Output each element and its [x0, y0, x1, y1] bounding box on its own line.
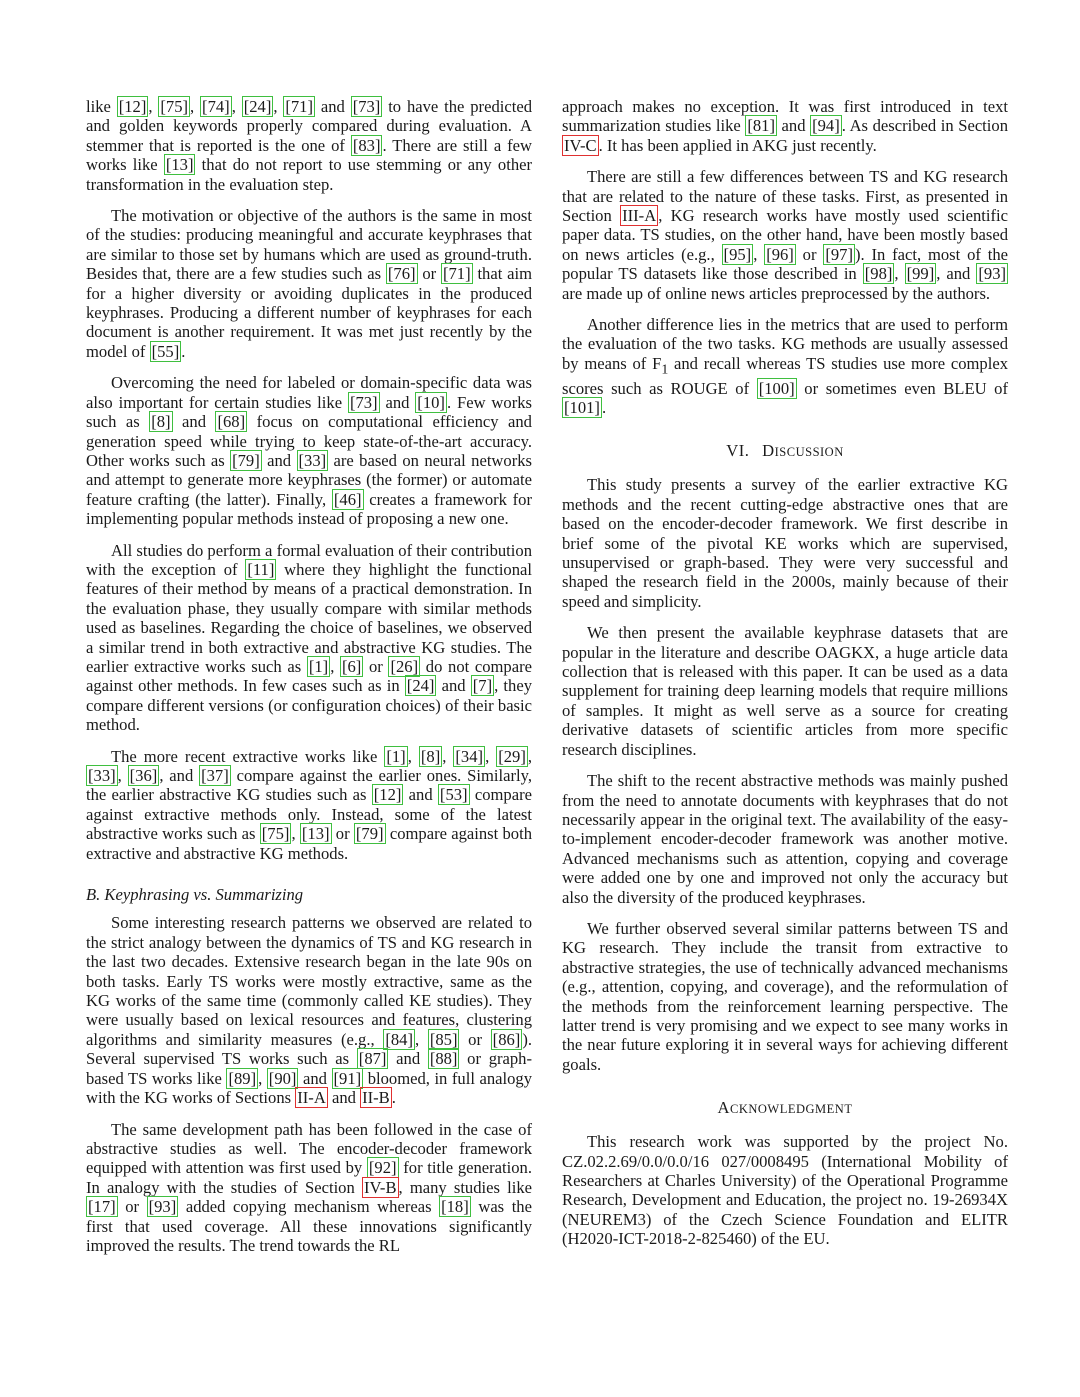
right-column [562, 97, 1008, 1261]
paragraph [562, 97, 1008, 155]
text: bloomed, in full analogy with the KG works of Sections [86, 1068, 533, 1108]
text: Another difference lies in the metrics that are used to perform the evaluation of the two tasks. KG methods are usually assessed by means of F [562, 315, 1008, 373]
text: , [190, 97, 201, 116]
text: , many studies like [398, 1177, 533, 1197]
text: , [258, 1068, 267, 1088]
text: , [485, 746, 497, 766]
paragraph [86, 206, 532, 361]
paragraph [86, 913, 532, 1107]
text: or [417, 264, 441, 284]
text: , [330, 656, 340, 676]
citation-link[interactable]: [13] [165, 155, 194, 175]
citation-link[interactable]: [94] [812, 116, 840, 136]
citation-link[interactable]: [71] [285, 97, 314, 116]
text: creates a framework for implementing popular methods instead of proposing a new one. [86, 489, 533, 529]
citation-link[interactable]: [33] [88, 766, 116, 785]
text: . [601, 398, 607, 417]
text: , [753, 244, 765, 264]
text: compare against extractive methods only. Instead, some of the latest abstractive works such as [86, 785, 532, 844]
citation-link[interactable]: [95] [723, 244, 752, 264]
citation-link[interactable]: [75] [261, 824, 290, 844]
text: , [291, 824, 300, 844]
citation-link[interactable]: [46] [333, 489, 362, 509]
citation-link[interactable]: [26] [390, 656, 419, 676]
text: , [442, 746, 454, 766]
text: or graph-based TS works like [86, 1049, 532, 1088]
text: and [776, 116, 811, 136]
citation-link[interactable]: [76] [387, 264, 416, 284]
left-column [86, 97, 532, 1267]
citation-link[interactable]: [79] [355, 824, 384, 844]
text: There are still a few differences between TS and KG research that are related to the nature of these tasks. First, as presented in Section [562, 167, 1008, 226]
citation-link[interactable]: [84] [385, 1029, 413, 1049]
citation-link[interactable]: [8] [151, 412, 171, 432]
subscript: 1 [661, 361, 669, 377]
citation-link[interactable]: [1] [386, 746, 406, 766]
text: Overcoming the need for labeled or domain-specific data was also important for certain studies like [86, 373, 532, 412]
text: , [231, 97, 242, 116]
citation-link[interactable]: [68] [217, 412, 246, 432]
text: approach makes no exception. It was first introduced in text summarization studies like [562, 97, 1008, 136]
citation-link[interactable]: [8] [420, 746, 441, 766]
text: are based on neural networks and attempt to generate more keyphrases (the former) or automate feature crafting (the latter). Finally, [86, 450, 532, 509]
paragraph [86, 541, 532, 735]
text: , they compare different versions (or configuration choices) of their basic method. [86, 676, 532, 735]
text: . There are still a few works like [86, 135, 532, 175]
text: that do not report to use stemming or any other transformation in the evaluation step. [86, 155, 533, 194]
text: and [327, 1088, 361, 1108]
section-title-initial: D [762, 441, 775, 461]
citation-link[interactable]: [24] [406, 676, 435, 696]
text: that aim for a higher diversity or avoiding duplicates in the produced keyphrases. Producing a different number of keyphrases for each document is another requirement. It was met just recently by the model of [86, 264, 533, 361]
section-title-rest: CKNOWLEDGMENT [730, 1102, 853, 1117]
section-link[interactable]: IV-C [564, 135, 597, 155]
citation-link[interactable]: [13] [301, 824, 330, 844]
text: Some interesting research patterns we observed are related to the strict analogy between the dynamics of TS and KG research in the last two decades. Extensive research began in the late 90s on both tasks. Early TS works were mostly extractive, same as the KG works of the same time (commonly called KE studies). They were usually based on lexical resources and features, clustering algorithms and similarity measures (e.g., [86, 913, 532, 1049]
text: and [436, 676, 471, 696]
citation-link[interactable]: [85] [429, 1029, 458, 1049]
citation-link[interactable]: [92] [368, 1158, 397, 1178]
text: , [148, 97, 159, 116]
text: The more recent extractive works like [111, 746, 385, 766]
text: or [459, 1029, 491, 1049]
section-heading-acknowledgment [562, 1098, 1008, 1119]
citation-link[interactable]: [89] [228, 1068, 257, 1088]
citation-link[interactable]: [87] [358, 1049, 387, 1069]
text: where they highlight the functional features of their method by means of a practical demonstration. In the evaluation phase, they usually compare with similar methods used as baselines. Regarding the choice of baselines, we observed a similar trend in both extractive and abstractive KG studies. The earlier extractive works such as [86, 559, 532, 676]
text: and recall whereas TS studies use more complex scores such as ROUGE of [562, 353, 1008, 398]
citation-link[interactable]: [96] [766, 244, 794, 264]
text: to have the predicted and golden keywords properly compared during evaluation. A stemmer that is reported is the one of [86, 97, 532, 155]
citation-link[interactable]: [74] [202, 97, 230, 116]
text: , [273, 97, 284, 116]
citation-link[interactable]: [98] [864, 264, 893, 284]
text: or [331, 824, 354, 844]
text: . As described in Section [841, 116, 1009, 136]
citation-link[interactable]: [97] [825, 244, 853, 264]
text: ). In fact, most of the popular TS datasets like those described in [562, 244, 1008, 284]
citation-link[interactable]: [36] [129, 766, 158, 785]
citation-link[interactable]: [90] [268, 1068, 297, 1088]
section-link[interactable]: III-A [622, 206, 657, 226]
citation-link[interactable]: [17] [88, 1197, 116, 1217]
text: and [388, 1049, 428, 1069]
paragraph: The shift to the recent abstractive methods was mainly pushed from the need to annotate documents with keyphrases that do not necessarily appear in the original text. The availability of the easy-to-implement encoder-decoder framework was another motive. Advanced mechanisms such as attention, copying and coverage were added one by one and improved not only the accuracy but also the diversity of the produced keyphrases. [562, 771, 1008, 907]
citation-link[interactable]: [33] [298, 450, 327, 470]
text: , [407, 746, 419, 766]
text: compare against both extractive and abstractive KG methods. [86, 824, 533, 863]
citation-link[interactable]: [34] [455, 746, 484, 766]
section-title-rest: ISCUSSION [774, 445, 844, 460]
text: and [379, 392, 416, 412]
text: The motivation or objective of the authors is the same in most of the studies: producing meaningful and accurate keyphrases that are similar to those set by humans which are used as ground-truth. Besides that, there are a few studies such as [86, 206, 532, 284]
section-link[interactable]: II-A [297, 1088, 326, 1108]
paragraph: We then present the available keyphrase datasets that are popular in the literature and describe OAGKX, a huge article data collection that is released with this paper. It can be used as a data supplement for training deep learning models that require millions of samples. It might as well serve as a source for creating derivative datasets of scientific articles from more specific research disciplines. [562, 623, 1008, 759]
citation-link[interactable]: [83] [352, 135, 381, 155]
citation-link[interactable]: [101] [564, 398, 600, 417]
text: and [298, 1068, 332, 1088]
text: for title generation. In analogy with the studies of Section [86, 1158, 532, 1197]
citation-link[interactable]: [12] [118, 97, 147, 116]
citation-link[interactable]: [6] [341, 656, 362, 676]
text: . It has been applied in AKG just recently. [598, 135, 877, 155]
paragraph [86, 373, 532, 528]
citation-link[interactable]: [10] [417, 392, 445, 412]
citation-link[interactable]: [24] [243, 97, 272, 116]
citation-link[interactable]: [29] [498, 746, 526, 766]
text: . [391, 1088, 396, 1108]
paragraph: We further observed several similar patterns between TS and KG research. They include the transit from extractive to abstractive strategies, the use of technically advanced mechanisms (e.g., attention, copying, and coverage), and the reformulation of the methods from the reinforcement learning perspective. The latter trend is very promising and we expect to see many works in the near future exploring it in several ways for achieving different goals. [562, 918, 1008, 1074]
text: , KG research works have mostly used scientific paper data. TS studies, on the other hand, have been mostly based on news articles (e.g., [562, 206, 1009, 264]
paragraph: This study presents a survey of the earlier extractive KG methods and the recent cutting-edge abstractive ones that are based on the encoder-decoder framework. We first describe in brief some of the pivotal KE works which are supervised, unsupervised or graph-based. They were very successful and shaped the research field in the 2000s, mainly because of their speed and simplicity. [562, 475, 1008, 611]
citation-link[interactable]: [86] [492, 1029, 521, 1049]
section-heading-discussion [562, 441, 1008, 462]
text: or [117, 1197, 147, 1217]
citation-link[interactable]: [81] [747, 116, 775, 136]
section-link[interactable]: II-B [362, 1088, 390, 1108]
text: do not compare against other methods. In few cases such as in [86, 656, 532, 696]
citation-link[interactable]: [12] [373, 785, 402, 805]
text: . [181, 341, 186, 361]
citation-link[interactable]: [79] [232, 450, 260, 470]
text: or [795, 244, 824, 264]
text: like [86, 97, 117, 116]
citation-link[interactable]: [100] [758, 378, 795, 398]
section-link[interactable]: IV-B [363, 1177, 397, 1197]
citation-link[interactable]: [75] [160, 97, 189, 116]
text: and [172, 412, 216, 432]
citation-link[interactable]: [18] [441, 1197, 469, 1217]
text: , [527, 746, 533, 766]
citation-link[interactable]: [93] [978, 264, 1007, 284]
paragraph [562, 167, 1008, 303]
citation-link[interactable]: [73] [349, 392, 378, 412]
text: . Few works such as [86, 392, 532, 432]
text: or [363, 656, 389, 676]
paragraph: This research work was supported by the project No. CZ.02.2.69/0.0/0.0/16 027/0008495 (International Mobility of Researchers at Charles University) of the Operational Programme Research, Development and Education, the project no. 19-26934X (NEUREM3) of the Czech Science Foundation and ELITR (H2020-ICT-2018-2-825460) of the EU. [562, 1132, 1008, 1249]
text: are made up of online news articles preprocessed by the authors. [562, 283, 991, 303]
text: , and [936, 264, 977, 284]
text: , [894, 264, 905, 284]
text: ). Several supervised TS works such as [86, 1029, 533, 1069]
text: All studies do perform a formal evaluation of their contribution with the exception of [86, 540, 532, 579]
citation-link[interactable]: [91] [333, 1068, 362, 1088]
text: added copying mechanism whereas [178, 1197, 440, 1217]
text: focus on computational efficiency and generation speed while trying to keep state-of-the-art accuracy. Other works such as [86, 412, 532, 470]
section-title-initial: A [717, 1098, 730, 1118]
citation-link[interactable]: [88] [429, 1049, 458, 1069]
citation-link[interactable]: [37] [201, 766, 229, 785]
citation-link[interactable]: [1] [308, 656, 329, 676]
subsection-heading: B. Keyphrasing vs. Summarizing [86, 885, 304, 905]
section-number: VI. [726, 441, 750, 461]
citation-link[interactable]: [71] [442, 264, 471, 284]
text: , and [159, 766, 200, 785]
paragraph [562, 315, 1008, 417]
text: and [403, 785, 438, 805]
text: was the first that used coverage. All these innovations significantly improved the results. The trend towards the RL [86, 1197, 532, 1255]
text: and [315, 97, 351, 116]
text: , [117, 766, 128, 785]
text: The same development path has been followed in the case of abstractive studies as well. The encoder-decoder framework equipped with attention was first used by [86, 1119, 532, 1178]
text: compare against the earlier ones. Similarly, the earlier abstractive KG studies such as [86, 766, 532, 805]
citation-link[interactable]: [99] [906, 264, 935, 284]
paragraph [86, 747, 532, 863]
citation-link[interactable]: [73] [352, 97, 381, 116]
citation-link[interactable]: [53] [439, 785, 468, 805]
citation-link[interactable]: [11] [247, 559, 275, 579]
citation-link[interactable]: [55] [151, 341, 180, 361]
text: and [261, 450, 297, 470]
paragraph [86, 1120, 532, 1256]
text: , [414, 1029, 428, 1049]
text: or sometimes even BLEU of [796, 378, 1008, 398]
paragraph [86, 97, 532, 194]
citation-link[interactable]: [93] [148, 1197, 177, 1217]
citation-link[interactable]: [7] [472, 676, 493, 696]
